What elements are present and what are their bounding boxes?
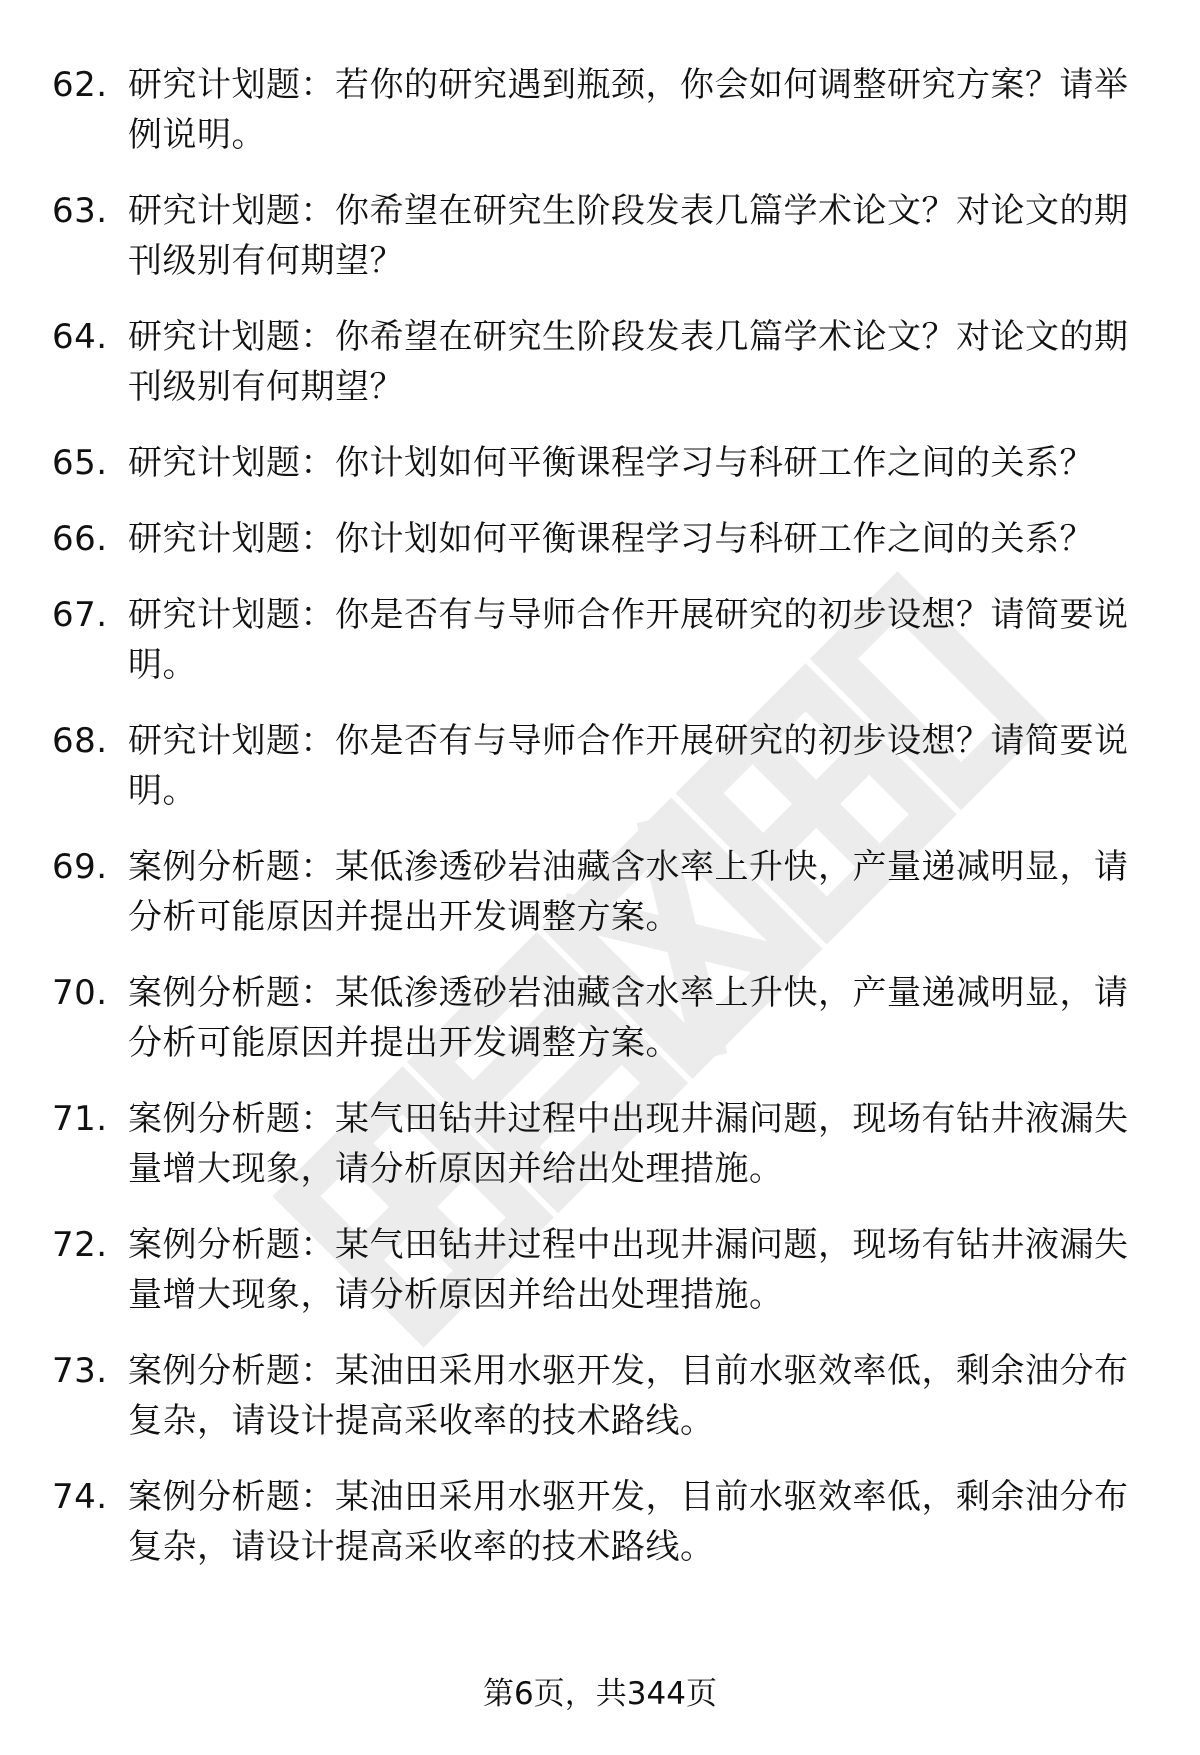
question-item xyxy=(0,514,1200,564)
question-text: 案例分析题：某气田钻井过程中出现井漏问题，现场有钻井液漏失量增大现象，请分析原因并给出处理措施。 xyxy=(128,1099,1129,1189)
question-item xyxy=(0,716,1200,816)
question-text: 案例分析题：某低渗透砂岩油藏含水率上升快，产量递减明显，请分析可能原因并提出开发调整方案。 xyxy=(128,847,1129,937)
question-text: 研究计划题：你计划如何平衡课程学习与科研工作之间的关系？ xyxy=(128,519,1094,559)
question-item xyxy=(0,1472,1200,1572)
question-list xyxy=(0,60,1200,1598)
question-number: 63. xyxy=(52,191,108,231)
question-number: 67. xyxy=(52,595,108,635)
question-text: 案例分析题：某油田采用水驱开发，目前水驱效率低，剩余油分布复杂，请设计提高采收率的技术路线。 xyxy=(128,1351,1129,1441)
question-item xyxy=(0,186,1200,286)
question-number: 74. xyxy=(52,1477,108,1517)
question-number: 68. xyxy=(52,721,108,761)
question-text: 研究计划题：你是否有与导师合作开展研究的初步设想？请简要说明。 xyxy=(128,595,1129,685)
question-item xyxy=(0,968,1200,1068)
question-text: 研究计划题：你希望在研究生阶段发表几篇学术论文？对论文的期刊级别有何期望？ xyxy=(128,191,1129,281)
question-number: 66. xyxy=(52,519,108,559)
question-text: 案例分析题：某气田钻井过程中出现井漏问题，现场有钻井液漏失量增大现象，请分析原因并给出处理措施。 xyxy=(128,1225,1129,1315)
question-text: 研究计划题：你是否有与导师合作开展研究的初步设想？请简要说明。 xyxy=(128,721,1129,811)
question-item xyxy=(0,438,1200,488)
question-number: 73. xyxy=(52,1351,108,1391)
question-number: 65. xyxy=(52,443,108,483)
question-item xyxy=(0,590,1200,690)
question-item xyxy=(0,842,1200,942)
question-text: 研究计划题：若你的研究遇到瓶颈，你会如何调整研究方案？请举例说明。 xyxy=(128,65,1129,155)
question-item xyxy=(0,1220,1200,1320)
question-text: 案例分析题：某油田采用水驱开发，目前水驱效率低，剩余油分布复杂，请设计提高采收率的技术路线。 xyxy=(128,1477,1129,1567)
question-number: 64. xyxy=(52,317,108,357)
question-text: 研究计划题：你希望在研究生阶段发表几篇学术论文？对论文的期刊级别有何期望？ xyxy=(128,317,1129,407)
question-number: 69. xyxy=(52,847,108,887)
question-number: 71. xyxy=(52,1099,108,1139)
question-item xyxy=(0,312,1200,412)
question-text: 案例分析题：某低渗透砂岩油藏含水率上升快，产量递减明显，请分析可能原因并提出开发调整方案。 xyxy=(128,973,1129,1063)
question-text: 研究计划题：你计划如何平衡课程学习与科研工作之间的关系？ xyxy=(128,443,1094,483)
question-number: 70. xyxy=(52,973,108,1013)
question-item xyxy=(0,60,1200,160)
page-footer: 第6页，共344页 xyxy=(483,1676,717,1712)
question-item xyxy=(0,1346,1200,1446)
question-item xyxy=(0,1094,1200,1194)
question-number: 62. xyxy=(52,65,108,105)
question-number: 72. xyxy=(52,1225,108,1265)
